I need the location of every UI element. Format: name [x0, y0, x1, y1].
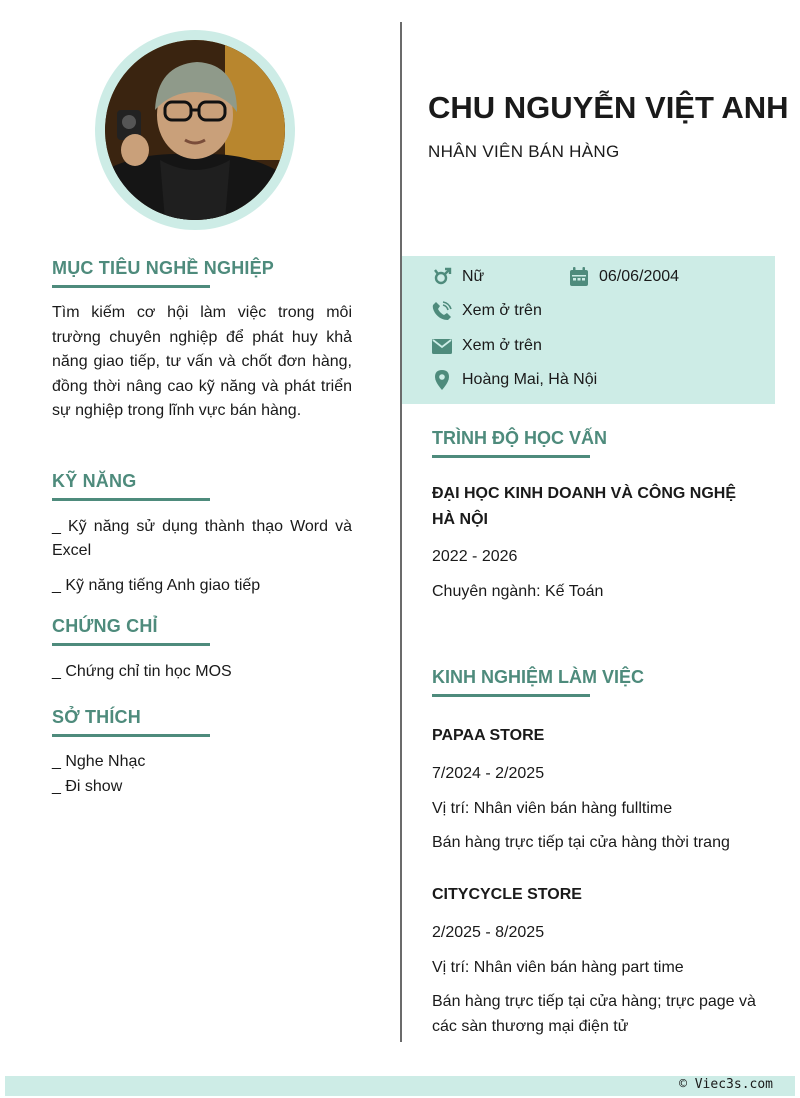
certificates-rule [52, 643, 210, 646]
skill-item: _ Kỹ năng sử dụng thành thạo Word và Excel [52, 518, 352, 559]
gender-icon [432, 267, 452, 287]
job-description: Bán hàng trực tiếp tại cửa hàng; trực page và các sàn thương mại điện tử [432, 993, 756, 1035]
birthday-value: 06/06/2004 [599, 268, 680, 285]
gender-row [432, 267, 484, 287]
education-title: TRÌNH ĐỘ HỌC VẤN [432, 428, 607, 448]
skills-title: KỸ NĂNG [52, 471, 137, 491]
email-value[interactable]: Xem ở trên [462, 337, 542, 354]
experience-section [432, 667, 772, 697]
job-description: Bán hàng trực tiếp tại cửa hàng thời trang [432, 834, 730, 851]
experience-rule [432, 694, 590, 697]
footer-bar [5, 1076, 795, 1096]
avatar [105, 40, 285, 220]
contact-box [402, 256, 775, 404]
footer-copyright[interactable]: © Viec3s.com [679, 1077, 773, 1092]
hobbies-rule [52, 734, 210, 737]
avatar-frame [95, 30, 295, 230]
job-period: 2/2025 - 8/2025 [432, 924, 545, 941]
certificates-section [52, 616, 352, 646]
skill-item: _ Kỹ năng tiếng Anh giao tiếp [52, 577, 261, 594]
address-value: Hoàng Mai, Hà Nội [462, 371, 598, 388]
job-role: Vị trí: Nhân viên bán hàng part time [432, 959, 684, 976]
education-section [432, 428, 772, 458]
address-row [432, 370, 597, 390]
job-company: CITYCYCLE STORE [432, 886, 582, 903]
hobbies-section [52, 707, 352, 737]
phone-icon [432, 301, 452, 321]
job-period: 7/2024 - 2/2025 [432, 765, 545, 782]
email-icon [432, 336, 452, 356]
hobby-item: _ Đi show [52, 778, 123, 795]
birthday-row [569, 267, 679, 287]
location-icon [432, 370, 452, 390]
hobby-item: _ Nghe Nhạc [52, 753, 146, 770]
skills-rule [52, 498, 210, 501]
certificates-title: CHỨNG CHỈ [52, 616, 158, 636]
education-period: 2022 - 2026 [432, 548, 518, 565]
phone-value[interactable]: Xem ở trên [462, 302, 542, 319]
objective-title: MỤC TIÊU NGHỀ NGHIỆP [52, 258, 275, 278]
experience-title: KINH NGHIỆM LÀM VIỆC [432, 667, 645, 687]
education-school: ĐẠI HỌC KINH DOANH VÀ CÔNG NGHỆ HÀ NỘI [432, 485, 737, 528]
hobbies-title: SỞ THÍCH [52, 707, 141, 727]
job-company: PAPAA STORE [432, 727, 545, 744]
skills-section [52, 471, 352, 501]
certificate-item: _ Chứng chỉ tin học MOS [52, 663, 232, 680]
objective-rule [52, 285, 210, 288]
candidate-name: CHU NGUYỄN VIỆT ANH [428, 90, 789, 125]
objective-text: Tìm kiếm cơ hội làm việc trong môi trường chuyên nghiệp để phát huy khả năng giao tiếp, tư vấn và chốt đơn hàng, đồng thời nâng cao kỹ năng và phát triển sự nghiệp trong lĩnh vực bán hàng. [52, 304, 352, 419]
gender-value: Nữ [462, 268, 485, 285]
email-row [432, 336, 542, 356]
candidate-position: NHÂN VIÊN BÁN HÀNG [428, 142, 620, 161]
column-divider [400, 22, 402, 1042]
education-rule [432, 455, 590, 458]
calendar-icon [569, 267, 589, 287]
objective-section [52, 258, 352, 288]
job-role: Vị trí: Nhân viên bán hàng fulltime [432, 800, 673, 817]
phone-row [432, 301, 542, 321]
avatar-photo [105, 40, 285, 220]
education-major: Chuyên ngành: Kế Toán [432, 583, 604, 600]
